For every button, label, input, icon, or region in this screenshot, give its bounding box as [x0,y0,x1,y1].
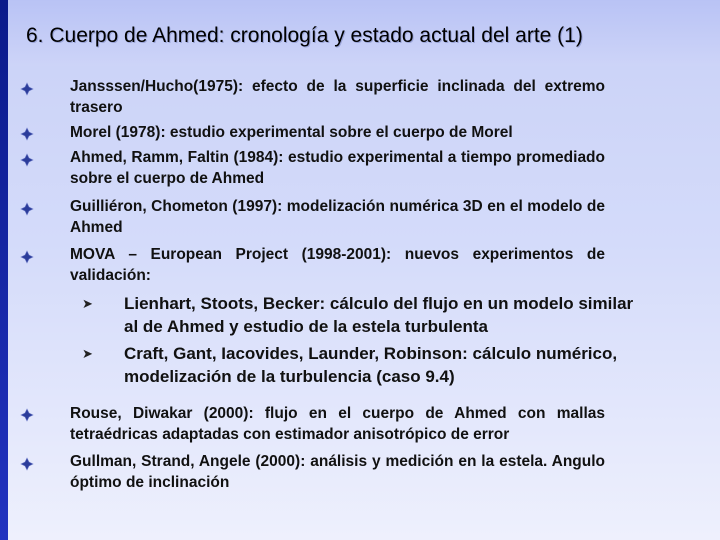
arrow-bullet-icon: ➤ [82,296,93,311]
bullet-item: Guilliéron, Chometon (1997): modelización numérica 3D en el modelo de Ahmed [70,198,605,236]
bullet-item: Gullman, Strand, Angele (2000): análisis y medición en la estela. Angulo óptimo de inclinación [70,453,605,491]
bullet-item: Jansssen/Hucho(1975): efecto de la superficie inclinada del extremo trasero [70,78,605,116]
slide-title: 6. Cuerpo de Ahmed: cronología y estado actual del arte (1) [26,24,583,47]
diamond-bullet-icon [20,408,34,422]
diamond-bullet-icon [20,202,34,216]
bullet-item: Ahmed, Ramm, Faltin (1984): estudio experimental a tiempo promediado sobre el cuerpo de Ahmed [70,149,605,187]
diamond-bullet-icon [20,153,34,167]
diamond-bullet-icon [20,250,34,264]
sub-bullet-item: Craft, Gant, Iacovides, Launder, Robinson: cálculo numérico, modelización de la turbulencia (caso 9.4) [124,344,618,386]
sub-bullet-item: Lienhart, Stoots, Becker: cálculo del flujo en un modelo similar al de Ahmed y estudio de la estela turbulenta [124,294,634,336]
diamond-bullet-icon [20,457,34,471]
bullet-item: MOVA – European Project (1998-2001): nuevos experimentos de validación: [70,246,605,284]
diamond-bullet-icon [20,127,34,141]
bullet-item: Morel (1978): estudio experimental sobre el cuerpo de Morel [70,124,513,141]
arrow-bullet-icon: ➤ [82,346,93,361]
diamond-bullet-icon [20,82,34,96]
bullet-item: Rouse, Diwakar (2000): flujo en el cuerpo de Ahmed con mallas tetraédricas adaptadas con estimador anisotrópico de error [70,405,605,443]
